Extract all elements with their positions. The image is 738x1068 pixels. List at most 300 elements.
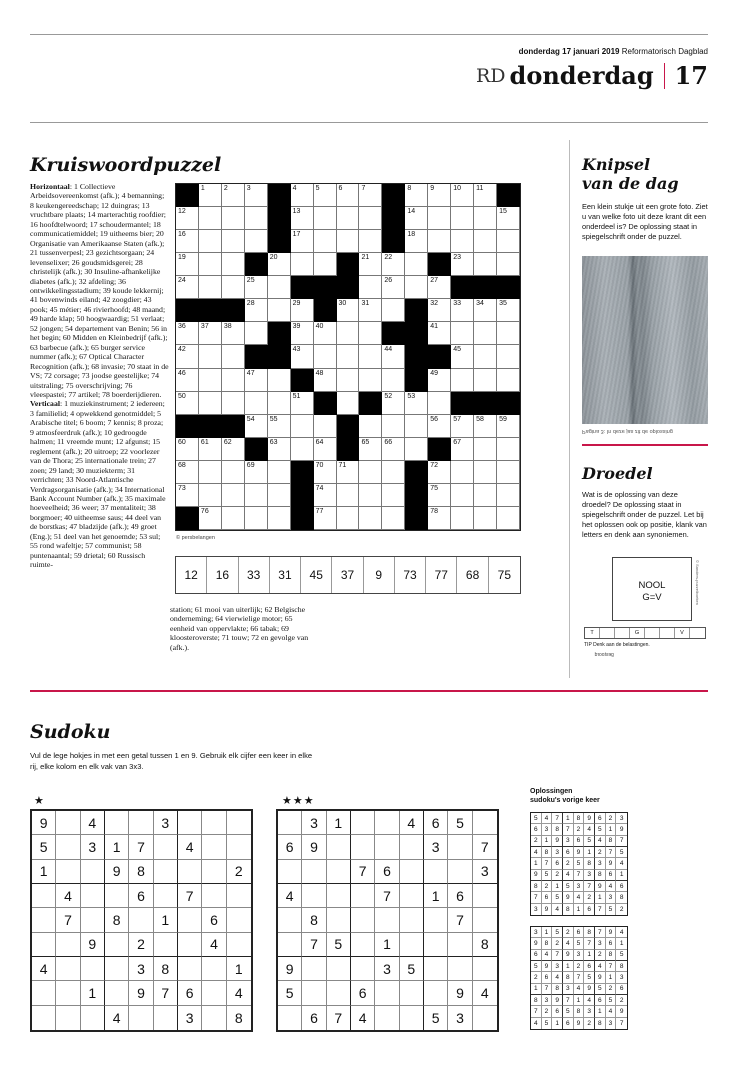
sudoku-cell[interactable]: 8: [129, 860, 153, 884]
sudoku-cell[interactable]: [56, 835, 80, 859]
crossword-cell[interactable]: [474, 322, 497, 345]
sudoku-cell[interactable]: [351, 908, 375, 932]
sudoku-cell[interactable]: 6: [278, 835, 302, 859]
sudoku-cell[interactable]: 4: [32, 957, 56, 981]
sudoku-cell[interactable]: 5: [32, 835, 56, 859]
sudoku-cell[interactable]: [327, 835, 351, 859]
crossword-cell[interactable]: [405, 207, 428, 230]
sudoku-cell[interactable]: 8: [302, 908, 326, 932]
crossword-cell[interactable]: [405, 184, 428, 207]
crossword-cell[interactable]: [405, 415, 428, 438]
sudoku-cell[interactable]: [81, 1006, 105, 1030]
crossword-cell[interactable]: [474, 345, 497, 368]
crossword-cell[interactable]: [176, 484, 199, 507]
crossword-cell[interactable]: [497, 438, 520, 461]
crossword-cell[interactable]: [199, 345, 222, 368]
sudoku-cell[interactable]: [32, 884, 56, 908]
sudoku-cell[interactable]: [154, 933, 178, 957]
crossword-cell[interactable]: [474, 484, 497, 507]
crossword-cell[interactable]: [314, 207, 337, 230]
sudoku-cell[interactable]: [56, 981, 80, 1005]
sudoku-cell[interactable]: 7: [473, 835, 497, 859]
sudoku-cell[interactable]: 6: [424, 811, 448, 835]
crossword-cell[interactable]: [291, 322, 314, 345]
crossword-cell[interactable]: [199, 276, 222, 299]
sudoku-cell[interactable]: [81, 957, 105, 981]
sudoku-cell[interactable]: [302, 884, 326, 908]
sudoku-cell[interactable]: [105, 981, 129, 1005]
sudoku-cell[interactable]: [278, 1006, 302, 1030]
crossword-cell[interactable]: [451, 230, 474, 253]
droedel-answer-cell[interactable]: V: [675, 628, 690, 638]
crossword-cell[interactable]: [497, 461, 520, 484]
solution-cell[interactable]: 75: [497, 568, 512, 582]
sudoku-cell[interactable]: [227, 908, 251, 932]
sudoku-cell[interactable]: 5: [448, 811, 472, 835]
crossword-cell[interactable]: [451, 345, 474, 368]
sudoku-cell[interactable]: [202, 884, 226, 908]
crossword-cell[interactable]: [405, 230, 428, 253]
crossword-cell[interactable]: [268, 299, 291, 322]
crossword-cell[interactable]: [428, 322, 451, 345]
sudoku-cell[interactable]: 9: [302, 835, 326, 859]
crossword-cell[interactable]: [199, 230, 222, 253]
sudoku-cell[interactable]: 3: [129, 957, 153, 981]
sudoku-cell[interactable]: [129, 1006, 153, 1030]
crossword-cell[interactable]: [497, 369, 520, 392]
crossword-cell[interactable]: [176, 392, 199, 415]
crossword-cell[interactable]: [451, 184, 474, 207]
crossword-cell[interactable]: [337, 207, 360, 230]
crossword-cell[interactable]: [176, 322, 199, 345]
crossword-cell[interactable]: [405, 392, 428, 415]
crossword-cell[interactable]: [359, 230, 382, 253]
sudoku-cell[interactable]: [375, 835, 399, 859]
crossword-cell[interactable]: [474, 461, 497, 484]
sudoku-cell[interactable]: 5: [400, 957, 424, 981]
crossword-cell[interactable]: [268, 253, 291, 276]
crossword-cell[interactable]: [428, 461, 451, 484]
sudoku-cell[interactable]: [302, 957, 326, 981]
crossword-cell[interactable]: [382, 484, 405, 507]
crossword-cell[interactable]: [245, 207, 268, 230]
sudoku-cell[interactable]: [375, 981, 399, 1005]
crossword-cell[interactable]: [451, 484, 474, 507]
crossword-cell[interactable]: [451, 322, 474, 345]
sudoku-cell[interactable]: 7: [375, 884, 399, 908]
crossword-cell[interactable]: [337, 461, 360, 484]
solution-cell[interactable]: 45: [301, 557, 332, 593]
crossword-cell[interactable]: [451, 415, 474, 438]
crossword-cell[interactable]: [245, 322, 268, 345]
sudoku-cell[interactable]: 3: [154, 811, 178, 835]
crossword-cell[interactable]: [268, 276, 291, 299]
crossword-cell[interactable]: [382, 392, 405, 415]
crossword-cell[interactable]: [428, 184, 451, 207]
sudoku-cell[interactable]: [105, 933, 129, 957]
crossword-cell[interactable]: [314, 230, 337, 253]
sudoku-cell[interactable]: 6: [375, 860, 399, 884]
crossword-cell[interactable]: [176, 438, 199, 461]
crossword-cell[interactable]: [245, 369, 268, 392]
crossword-cell[interactable]: [176, 345, 199, 368]
crossword-cell[interactable]: [268, 392, 291, 415]
crossword-cell[interactable]: [222, 461, 245, 484]
crossword-cell[interactable]: [474, 230, 497, 253]
sudoku-cell[interactable]: [32, 981, 56, 1005]
crossword-cell[interactable]: [245, 184, 268, 207]
sudoku-cell[interactable]: [105, 811, 129, 835]
crossword-cell[interactable]: [382, 461, 405, 484]
sudoku-cell[interactable]: [178, 957, 202, 981]
sudoku-cell[interactable]: [227, 933, 251, 957]
crossword-cell[interactable]: [291, 345, 314, 368]
sudoku-cell[interactable]: 8: [234, 1009, 243, 1026]
crossword-cell[interactable]: [359, 415, 382, 438]
sudoku-cell[interactable]: 3: [473, 860, 497, 884]
crossword-cell[interactable]: [474, 207, 497, 230]
sudoku-cell[interactable]: [154, 835, 178, 859]
crossword-cell[interactable]: [314, 415, 337, 438]
solution-cell[interactable]: 77: [426, 557, 457, 593]
sudoku-cell[interactable]: 7: [302, 933, 326, 957]
sudoku-cell[interactable]: 4: [473, 981, 497, 1005]
crossword-cell[interactable]: [337, 369, 360, 392]
sudoku-cell[interactable]: [81, 884, 105, 908]
sudoku-cell[interactable]: [56, 860, 80, 884]
crossword-cell[interactable]: [314, 184, 337, 207]
sudoku-cell[interactable]: 4: [202, 933, 226, 957]
sudoku-cell[interactable]: 1: [32, 860, 56, 884]
crossword-cell[interactable]: [245, 299, 268, 322]
crossword-cell[interactable]: [428, 299, 451, 322]
sudoku-cell[interactable]: [202, 1006, 226, 1030]
crossword-cell[interactable]: [337, 392, 360, 415]
sudoku-cell[interactable]: [278, 908, 302, 932]
crossword-cell[interactable]: [245, 276, 268, 299]
crossword-cell[interactable]: [428, 392, 451, 415]
sudoku-cell[interactable]: 9: [278, 957, 302, 981]
crossword-cell[interactable]: [497, 415, 520, 438]
sudoku-cell[interactable]: [56, 811, 80, 835]
crossword-cell[interactable]: [497, 345, 520, 368]
sudoku-cell[interactable]: [351, 835, 375, 859]
crossword-cell[interactable]: [497, 507, 520, 530]
sudoku-cell[interactable]: [154, 884, 178, 908]
crossword-cell[interactable]: [291, 253, 314, 276]
crossword-cell[interactable]: [199, 322, 222, 345]
droedel-answer-cell[interactable]: T: [585, 628, 600, 638]
solution-cell[interactable]: 33: [239, 557, 270, 593]
sudoku-cell[interactable]: [56, 933, 80, 957]
sudoku-cell[interactable]: 6: [178, 981, 202, 1005]
crossword-cell[interactable]: [314, 461, 337, 484]
sudoku-cell[interactable]: [327, 981, 351, 1005]
crossword-cell[interactable]: [199, 438, 222, 461]
crossword-cell[interactable]: [199, 392, 222, 415]
crossword-cell[interactable]: [428, 230, 451, 253]
crossword-cell[interactable]: [474, 299, 497, 322]
sudoku-cell[interactable]: 1: [375, 933, 399, 957]
crossword-cell[interactable]: [474, 369, 497, 392]
crossword-cell[interactable]: [337, 345, 360, 368]
sudoku-cell[interactable]: [375, 1006, 399, 1030]
solution-cell[interactable]: 9: [364, 557, 395, 593]
crossword-cell[interactable]: [291, 230, 314, 253]
sudoku-cell[interactable]: [227, 835, 251, 859]
crossword-cell[interactable]: [359, 299, 382, 322]
sudoku-cell[interactable]: 3: [375, 957, 399, 981]
sudoku-cell[interactable]: 4: [178, 835, 202, 859]
sudoku-cell[interactable]: 8: [154, 957, 178, 981]
crossword-cell[interactable]: [291, 438, 314, 461]
sudoku-cell[interactable]: [351, 884, 375, 908]
crossword-cell[interactable]: [337, 184, 360, 207]
crossword-cell[interactable]: [268, 438, 291, 461]
crossword-cell[interactable]: [199, 507, 222, 530]
sudoku-cell[interactable]: [424, 908, 448, 932]
crossword-cell[interactable]: [428, 369, 451, 392]
crossword-cell[interactable]: [314, 369, 337, 392]
crossword-cell[interactable]: [474, 438, 497, 461]
sudoku-cell[interactable]: 4: [278, 884, 302, 908]
sudoku-cell[interactable]: 1: [154, 908, 178, 932]
sudoku-cell[interactable]: [473, 908, 497, 932]
sudoku-cell[interactable]: [129, 811, 153, 835]
crossword-cell[interactable]: [428, 507, 451, 530]
sudoku-cell[interactable]: [178, 908, 202, 932]
crossword-cell[interactable]: [245, 415, 268, 438]
crossword-cell[interactable]: [474, 415, 497, 438]
crossword-cell[interactable]: [314, 345, 337, 368]
crossword-cell[interactable]: [382, 369, 405, 392]
sudoku-cell[interactable]: 3: [424, 835, 448, 859]
crossword-cell[interactable]: [199, 369, 222, 392]
sudoku-cell[interactable]: 6: [448, 884, 472, 908]
droedel-answer-cell[interactable]: [690, 628, 705, 638]
sudoku-cell[interactable]: [278, 811, 302, 835]
sudoku-cell[interactable]: [424, 957, 448, 981]
crossword-cell[interactable]: [245, 507, 268, 530]
crossword-cell[interactable]: [291, 184, 314, 207]
crossword-cell[interactable]: [222, 507, 245, 530]
solution-cell[interactable]: 37: [332, 557, 363, 593]
sudoku-cell[interactable]: 4: [400, 811, 424, 835]
sudoku-cell[interactable]: [351, 933, 375, 957]
sudoku-cell[interactable]: [56, 957, 80, 981]
sudoku-cell[interactable]: 7: [129, 835, 153, 859]
crossword-cell[interactable]: [222, 253, 245, 276]
sudoku-cell[interactable]: [178, 811, 202, 835]
sudoku-cell[interactable]: 5: [424, 1006, 448, 1030]
sudoku-cell[interactable]: 2: [227, 860, 251, 884]
sudoku-cell[interactable]: [400, 933, 424, 957]
crossword-cell[interactable]: [222, 230, 245, 253]
sudoku-cell[interactable]: [375, 811, 399, 835]
sudoku-cell[interactable]: [105, 957, 129, 981]
solution-cell[interactable]: 68: [457, 557, 488, 593]
sudoku-cell[interactable]: 5: [327, 933, 351, 957]
crossword-cell[interactable]: [359, 276, 382, 299]
sudoku-cell[interactable]: 4: [227, 981, 251, 1005]
crossword-cell[interactable]: [359, 207, 382, 230]
crossword-cell[interactable]: [291, 299, 314, 322]
crossword-cell[interactable]: [245, 230, 268, 253]
sudoku-cell[interactable]: [202, 981, 226, 1005]
sudoku-cell[interactable]: [375, 908, 399, 932]
sudoku-cell[interactable]: 6: [302, 1006, 326, 1030]
crossword-cell[interactable]: [359, 345, 382, 368]
sudoku-cell[interactable]: [351, 957, 375, 981]
solution-cell[interactable]: 31: [270, 557, 301, 593]
crossword-cell[interactable]: [474, 507, 497, 530]
sudoku-cell[interactable]: [473, 957, 497, 981]
crossword-cell[interactable]: [314, 507, 337, 530]
crossword-cell[interactable]: [176, 461, 199, 484]
crossword-cell[interactable]: [451, 207, 474, 230]
crossword-cell[interactable]: [337, 322, 360, 345]
sudoku-cell[interactable]: [302, 860, 326, 884]
sudoku-cell[interactable]: [202, 811, 226, 835]
sudoku-cell[interactable]: [473, 884, 497, 908]
sudoku-cell[interactable]: 9: [81, 933, 105, 957]
crossword-cell[interactable]: [382, 415, 405, 438]
sudoku-cell[interactable]: 9: [448, 981, 472, 1005]
crossword-cell[interactable]: [222, 322, 245, 345]
droedel-answer-cell[interactable]: [645, 628, 660, 638]
sudoku-cell[interactable]: 6: [351, 981, 375, 1005]
sudoku-cell[interactable]: 9: [129, 981, 153, 1005]
solution-cell[interactable]: 12: [176, 557, 207, 593]
sudoku-cell[interactable]: 7: [448, 908, 472, 932]
sudoku-cell[interactable]: 8: [105, 908, 129, 932]
crossword-cell[interactable]: [222, 207, 245, 230]
crossword-cell[interactable]: [382, 507, 405, 530]
sudoku-cell[interactable]: [400, 860, 424, 884]
droedel-answer-cell[interactable]: [660, 628, 675, 638]
sudoku-cell[interactable]: [32, 908, 56, 932]
crossword-cell[interactable]: [245, 392, 268, 415]
crossword-cell[interactable]: [222, 438, 245, 461]
sudoku-cell[interactable]: [424, 933, 448, 957]
crossword-cell[interactable]: [314, 322, 337, 345]
sudoku-cell[interactable]: [400, 835, 424, 859]
sudoku-cell[interactable]: [302, 981, 326, 1005]
crossword-cell[interactable]: [451, 507, 474, 530]
sudoku-cell[interactable]: 7: [56, 908, 80, 932]
sudoku-cell[interactable]: 2: [129, 933, 153, 957]
crossword-cell[interactable]: [382, 299, 405, 322]
crossword-cell[interactable]: [497, 322, 520, 345]
crossword-cell[interactable]: [428, 207, 451, 230]
crossword-cell[interactable]: [359, 438, 382, 461]
sudoku-cell[interactable]: [278, 933, 302, 957]
sudoku-cell[interactable]: 7: [178, 884, 202, 908]
crossword-cell[interactable]: [451, 461, 474, 484]
crossword-cell[interactable]: [359, 484, 382, 507]
crossword-cell[interactable]: [314, 484, 337, 507]
sudoku-cell[interactable]: 8: [473, 933, 497, 957]
sudoku-cell[interactable]: [56, 1006, 80, 1030]
crossword-cell[interactable]: [176, 230, 199, 253]
crossword-cell[interactable]: [497, 484, 520, 507]
sudoku-cell[interactable]: 7: [154, 981, 178, 1005]
crossword-cell[interactable]: [222, 276, 245, 299]
crossword-cell[interactable]: [199, 184, 222, 207]
crossword-cell[interactable]: [359, 461, 382, 484]
crossword-cell[interactable]: [222, 484, 245, 507]
crossword-cell[interactable]: [382, 253, 405, 276]
sudoku-cell[interactable]: 1: [81, 981, 105, 1005]
crossword-cell[interactable]: [382, 438, 405, 461]
sudoku-cell[interactable]: [327, 908, 351, 932]
crossword-cell[interactable]: [245, 484, 268, 507]
sudoku-cell[interactable]: 1: [105, 835, 129, 859]
crossword-cell[interactable]: [337, 299, 360, 322]
crossword-cell[interactable]: [359, 507, 382, 530]
sudoku-cell[interactable]: 7: [327, 1006, 351, 1030]
sudoku-cell[interactable]: [448, 957, 472, 981]
crossword-cell[interactable]: [314, 438, 337, 461]
crossword-cell[interactable]: [268, 369, 291, 392]
sudoku-cell[interactable]: 3: [448, 1006, 472, 1030]
sudoku-cell[interactable]: [278, 860, 302, 884]
sudoku-cell[interactable]: 3: [178, 1006, 202, 1030]
sudoku-cell[interactable]: [178, 860, 202, 884]
crossword-cell[interactable]: [382, 345, 405, 368]
crossword-cell[interactable]: [337, 484, 360, 507]
crossword-cell[interactable]: [199, 484, 222, 507]
sudoku-cell[interactable]: [424, 981, 448, 1005]
sudoku-cell[interactable]: 4: [56, 884, 80, 908]
solution-cell[interactable]: 73: [395, 557, 426, 593]
crossword-cell[interactable]: [497, 299, 520, 322]
crossword-cell[interactable]: [199, 207, 222, 230]
sudoku-cell[interactable]: 5: [278, 981, 302, 1005]
sudoku-cell[interactable]: [202, 835, 226, 859]
sudoku-cell[interactable]: [351, 811, 375, 835]
crossword-cell[interactable]: [199, 253, 222, 276]
crossword-cell[interactable]: [405, 438, 428, 461]
crossword-cell[interactable]: [359, 184, 382, 207]
droedel-answer-cell[interactable]: [615, 628, 630, 638]
sudoku-cell[interactable]: [400, 908, 424, 932]
crossword-cell[interactable]: [405, 276, 428, 299]
crossword-cell[interactable]: [428, 276, 451, 299]
droedel-answer-cell[interactable]: [600, 628, 615, 638]
sudoku-cell[interactable]: [400, 981, 424, 1005]
sudoku-cell[interactable]: [424, 860, 448, 884]
sudoku-cell[interactable]: [448, 933, 472, 957]
sudoku-cell[interactable]: 9: [32, 811, 56, 835]
sudoku-cell[interactable]: [327, 860, 351, 884]
crossword-cell[interactable]: [245, 461, 268, 484]
sudoku-cell[interactable]: [105, 884, 129, 908]
crossword-cell[interactable]: [497, 230, 520, 253]
sudoku-cell[interactable]: [129, 908, 153, 932]
sudoku-cell[interactable]: 1: [227, 957, 251, 981]
sudoku-cell[interactable]: 4: [351, 1006, 375, 1030]
droedel-answer-cell[interactable]: G: [630, 628, 645, 638]
crossword-cell[interactable]: [314, 253, 337, 276]
crossword-cell[interactable]: [268, 507, 291, 530]
crossword-cell[interactable]: [428, 415, 451, 438]
sudoku-cell[interactable]: 4: [81, 811, 105, 835]
sudoku-cell[interactable]: [227, 811, 251, 835]
sudoku-cell[interactable]: 9: [105, 860, 129, 884]
crossword-cell[interactable]: [497, 207, 520, 230]
crossword-cell[interactable]: [176, 253, 199, 276]
